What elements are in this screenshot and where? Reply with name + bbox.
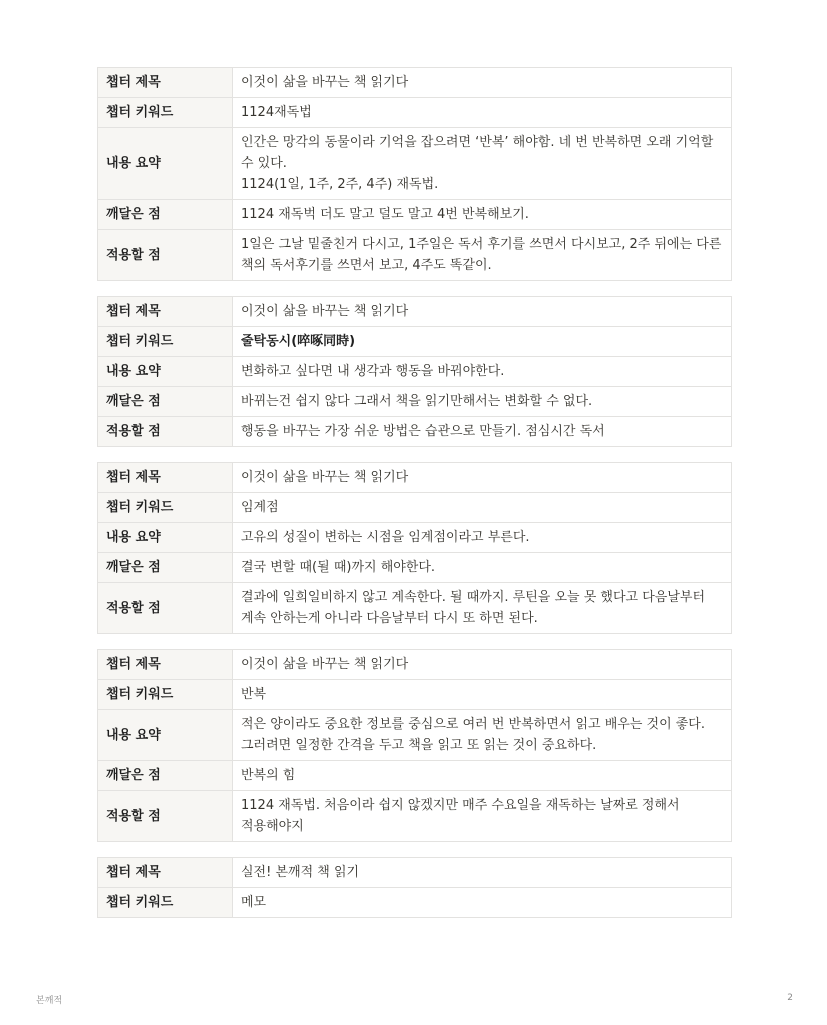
chapter-title-label: 챕터 제목 — [98, 297, 233, 327]
table-row — [98, 297, 732, 327]
chapter-note-table — [97, 296, 732, 447]
summary-label: 내용 요약 — [98, 128, 233, 200]
table-row — [98, 68, 732, 98]
summary-value: 적은 양이라도 중요한 정보를 중심으로 여러 번 반복하면서 읽고 배우는 것이 좋다. 그러려면 일정한 간격을 두고 책을 읽고 또 읽는 것이 중요하다. — [233, 710, 732, 761]
summary-label: 내용 요약 — [98, 523, 233, 553]
table-row — [98, 230, 732, 281]
table-row — [98, 387, 732, 417]
chapter-title-label: 챕터 제목 — [98, 650, 233, 680]
realization-label: 깨달은 점 — [98, 200, 233, 230]
table-row — [98, 680, 732, 710]
chapter-keyword-label: 챕터 키워드 — [98, 680, 233, 710]
application-value: 행동을 바꾸는 가장 쉬운 방법은 습관으로 만들기. 점심시간 독서 — [233, 417, 732, 447]
summary-line: 1124(1일, 1주, 2주, 4주) 재독법. — [241, 177, 439, 192]
chapter-keyword-value: 메모 — [233, 888, 732, 918]
table-row — [98, 583, 732, 634]
table-row — [98, 888, 732, 918]
application-value: 결과에 일희일비하지 않고 계속한다. 될 때까지. 루틴을 오늘 못 했다고 다음날부터 계속 안하는게 아니라 다음날부터 다시 또 하면 된다. — [233, 583, 732, 634]
realization-label: 깨달은 점 — [98, 761, 233, 791]
chapter-keyword-label: 챕터 키워드 — [98, 888, 233, 918]
table-row — [98, 417, 732, 447]
table-row — [98, 650, 732, 680]
table-row — [98, 553, 732, 583]
chapter-title-label: 챕터 제목 — [98, 68, 233, 98]
table-row — [98, 710, 732, 761]
summary-label: 내용 요약 — [98, 710, 233, 761]
chapter-keyword-value: 줄탁동시(啐啄同時) — [233, 327, 732, 357]
chapter-keyword-value: 반복 — [233, 680, 732, 710]
chapter-note-table — [97, 67, 732, 281]
chapter-note-table — [97, 649, 732, 842]
chapter-keyword-label: 챕터 키워드 — [98, 327, 233, 357]
application-label: 적용할 점 — [98, 583, 233, 634]
chapter-note-table — [97, 462, 732, 634]
chapter-title-value: 이것이 삶을 바꾸는 책 읽기다 — [233, 463, 732, 493]
table-row — [98, 791, 732, 842]
summary-line: 인간은 망각의 동물이라 기억을 잡으려면 ‘반복’ 해야함. 네 번 반복하면 오래 기억할 수 있다. — [241, 135, 714, 171]
chapter-note-table — [97, 857, 732, 918]
realization-value: 바뀌는건 쉽지 않다 그래서 책을 읽기만해서는 변화할 수 없다. — [233, 387, 732, 417]
page-number: 2 — [787, 993, 793, 1003]
chapter-title-label: 챕터 제목 — [98, 858, 233, 888]
chapter-title-value: 이것이 삶을 바꾸는 책 읽기다 — [233, 68, 732, 98]
table-row — [98, 98, 732, 128]
realization-value: 반복의 힘 — [233, 761, 732, 791]
summary-value: 고유의 성질이 변하는 시점을 임계점이라고 부른다. — [233, 523, 732, 553]
realization-value: 결국 변할 때(될 때)까지 해야한다. — [233, 553, 732, 583]
table-row — [98, 200, 732, 230]
application-label: 적용할 점 — [98, 417, 233, 447]
realization-label: 깨달은 점 — [98, 387, 233, 417]
chapter-title-value: 이것이 삶을 바꾸는 책 읽기다 — [233, 650, 732, 680]
application-value: 1일은 그날 밑줄친거 다시고, 1주일은 독서 후기를 쓰면서 다시보고, 2주 뒤에는 다른 책의 독서후기를 쓰면서 보고, 4주도 똑같이. — [233, 230, 732, 281]
summary-label: 내용 요약 — [98, 357, 233, 387]
application-value: 1124 재독법. 처음이라 쉽지 않겠지만 매주 수요일을 재독하는 날짜로 정해서 적용해야지 — [233, 791, 732, 842]
table-row — [98, 463, 732, 493]
chapter-title-value: 실전! 본깨적 책 읽기 — [233, 858, 732, 888]
table-row — [98, 357, 732, 387]
table-row — [98, 523, 732, 553]
table-row — [98, 128, 732, 200]
chapter-keyword-label: 챕터 키워드 — [98, 493, 233, 523]
realization-value: 1124 재독벅 더도 말고 덜도 말고 4번 반복해보기. — [233, 200, 732, 230]
summary-value: 변화하고 싶다면 내 생각과 행동을 바꿔야한다. — [233, 357, 732, 387]
chapter-keyword-label: 챕터 키워드 — [98, 98, 233, 128]
notes-page — [97, 67, 732, 933]
application-label: 적용할 점 — [98, 791, 233, 842]
application-label: 적용할 점 — [98, 230, 233, 281]
chapter-title-label: 챕터 제목 — [98, 463, 233, 493]
summary-value — [233, 128, 732, 200]
realization-label: 깨달은 점 — [98, 553, 233, 583]
chapter-keyword-value: 임계점 — [233, 493, 732, 523]
table-row — [98, 761, 732, 791]
table-row — [98, 327, 732, 357]
footer-document-name: 본깨적 — [36, 996, 63, 1006]
chapter-title-value: 이것이 삶을 바꾸는 책 읽기다 — [233, 297, 732, 327]
table-row — [98, 858, 732, 888]
table-row — [98, 493, 732, 523]
chapter-keyword-value: 1124재독법 — [233, 98, 732, 128]
